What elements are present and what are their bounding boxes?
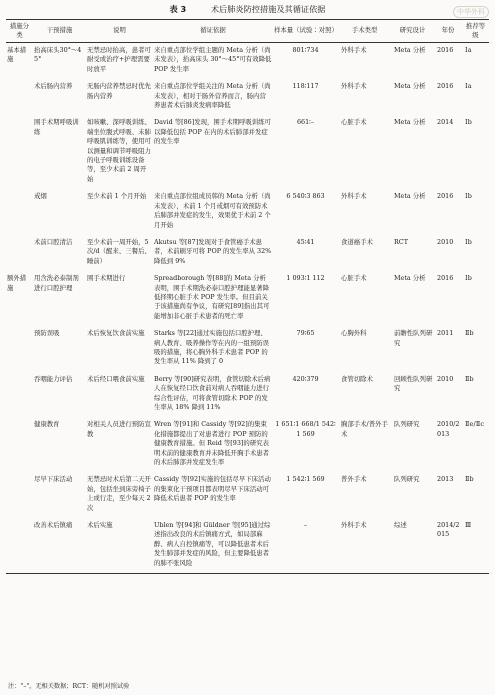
- cell-surgery: 外科手术: [341, 192, 367, 201]
- cell-evidence: Cassidy 等[92]实施的包括尽早下床活动的集束化干预项目都表明尽早下床活动可降低术后患者 POP 的发生率: [154, 475, 271, 503]
- table-row: [6, 115, 489, 189]
- cell-measure: 术前口腔清洁: [34, 237, 73, 246]
- cell-category: [6, 372, 33, 418]
- cell-evidence: Akutsu 等[87]发现对于食管癌手术患者，术前刷牙可将 POP 的发生率从 32% 降低到 9%: [154, 237, 272, 265]
- cell-year: 2016: [437, 46, 454, 54]
- cell-surgery: 普外手术: [341, 475, 367, 484]
- cell-description: 术后恢复饮食前实施: [87, 329, 145, 338]
- table-row: [6, 518, 489, 574]
- cell-design: 队列研究: [394, 475, 420, 484]
- cell-evidence: David 等[86]发现，围手术期呼吸训练可以降低包括 POP 在内的术后肺部并发症的发生率: [154, 118, 271, 146]
- cell-year: 2016: [437, 82, 454, 91]
- cell-year: 2011: [437, 329, 454, 338]
- cell-measure: 吞咽能力评估: [34, 374, 73, 383]
- cell-design: Meta 分析: [394, 82, 426, 91]
- cell-category: 基本措施: [7, 46, 27, 64]
- cell-evidence: 来自重点部位学组主题的 Meta 分析（尚未发表），抬高床头 30°～45°可有效降低 POP 发生率: [154, 46, 272, 73]
- cell-description: 无禁忌时抬高，患者可耐受或治疗+护理需要时放平: [87, 46, 151, 73]
- cell-sample: 420∶379: [292, 374, 319, 383]
- cell-grade: Ⅱb: [465, 329, 474, 338]
- table-row: [6, 472, 489, 518]
- cell-surgery: 食管切除术: [341, 374, 373, 383]
- cell-design: Meta 分析: [394, 274, 426, 283]
- table-number: 表 3: [169, 4, 187, 14]
- header-surgery: 手术类型: [351, 26, 378, 35]
- header-grade: 推荐等级: [465, 21, 486, 39]
- cell-year: 2016: [437, 192, 454, 201]
- cell-evidence: 来自重点部位组成员韩的 Meta 分析（尚未发表），术前 1 个月戒烟可有效预防术后肺部并发症的发生，效果优于术前 2 个月开始: [154, 192, 271, 229]
- cell-description: 术后经口喂食前实施: [87, 374, 145, 383]
- cell-design: Meta 分析: [394, 46, 426, 54]
- cell-description: 无肠内营养禁忌时优先肠内营养: [87, 82, 151, 100]
- cell-year: 2016: [437, 274, 454, 283]
- cell-evidence: Starks 等[22]通过实施包括口腔护理、病人教育、吸养操作等在内的一组预防误吸的措施，将心胸外科手术患者 POP 的发生率从 11% 降到了 0: [154, 329, 270, 366]
- cell-design: 前瞻性队列研究: [394, 329, 433, 347]
- cell-grade: Ⅰb: [465, 274, 473, 283]
- cell-evidence: Ublen 等[94]和 Güldner 等[95]通过综述指出改良的术后镇痛方式，如局部麻醉、病人自控镇痛等，可以降低患者术后发生肺部并发症的风险，但主要降低患者的肺不张风险: [154, 521, 271, 567]
- cell-sample: 1 093∶1 112: [286, 274, 325, 283]
- table-note: 注："–"，无相关数据；RCT：随机对照试验: [8, 683, 130, 690]
- cell-year: 2014/2015: [437, 521, 460, 539]
- cell-measure: 预防误吸: [34, 329, 60, 338]
- cell-sample: 118∶117: [292, 82, 319, 91]
- cell-measure: 改善术后镇痛: [34, 521, 73, 530]
- cell-design: Meta 分析: [394, 118, 426, 127]
- cell-category: [6, 189, 33, 235]
- table-row: [6, 326, 489, 372]
- measures-table: [6, 19, 489, 574]
- cell-evidence: Spreadborough 等[88]的 Meta 分析表明，围手术期洗必泰口腔护理能显著降低择期心脏手术 POP 发生率。但目前关于该措施尚有争议，有研究[89]指出其可能增加非心脏手术患者的死亡率: [154, 274, 270, 320]
- cell-category: [6, 326, 33, 372]
- cell-year: 2010/2013: [437, 420, 460, 438]
- cell-sample: –: [303, 521, 308, 530]
- cell-measure: 用含洗必泰制剂进行口腔护理: [34, 274, 79, 292]
- cell-category: [6, 235, 33, 271]
- cell-description: 至少术前一周开始，5 次/d（醒来、三餐后、睡前）: [87, 237, 151, 265]
- cell-measure: 尽早下床活动: [34, 475, 73, 484]
- cell-description: 围手术期进行: [87, 274, 126, 283]
- cell-design: 综述: [394, 521, 407, 530]
- cell-surgery: 食道癌手术: [341, 237, 373, 246]
- table-row: [6, 235, 489, 271]
- cell-measure: 围手术期呼吸训练: [34, 118, 79, 136]
- cell-sample: 45∶41: [296, 237, 315, 246]
- cell-grade: Ⅱb: [465, 475, 474, 484]
- cell-measure: 戒烟: [34, 192, 47, 201]
- cell-surgery: 外科手术: [341, 521, 367, 530]
- cell-grade: Ⅲ: [465, 521, 472, 530]
- table-title-text: 术后肺炎防控措施及其循证依据: [210, 4, 326, 14]
- cell-evidence: Berry 等[90]研究表明，食管切除术后病人在恢复经口饮食前对病人吞咽能力进行综合性评估，可将食管切除术 POP 的发生率从 18% 降到 11%: [154, 374, 271, 411]
- cell-category: 额外措施: [7, 274, 27, 292]
- cell-surgery: 心脏手术: [341, 274, 367, 283]
- cell-grade: Ⅱe/Ⅱc: [465, 420, 485, 429]
- cell-sample: 1 542∶1 569: [286, 475, 325, 484]
- table-row: [6, 79, 489, 115]
- table-row: [6, 43, 489, 80]
- cell-category: [6, 115, 33, 189]
- cell-category: [6, 518, 33, 574]
- cell-sample: 79∶65: [296, 329, 315, 338]
- header-measure: 干预措施: [46, 26, 73, 35]
- cell-surgery: 胸部手术/普外手术: [341, 420, 388, 438]
- cell-surgery: 心脏手术: [341, 118, 367, 127]
- cell-design: Meta 分析: [394, 192, 426, 201]
- cell-measure: 术后肠内营养: [34, 82, 73, 91]
- cell-year: 2010: [437, 237, 454, 246]
- cell-category: [6, 417, 33, 472]
- header-evidence: 循证依据: [200, 26, 226, 35]
- table-row: [6, 271, 489, 326]
- cell-surgery: 心胸外科: [341, 329, 367, 338]
- cell-grade: Ⅰb: [465, 237, 473, 246]
- table-row: [6, 417, 489, 472]
- header-category: 措施分类: [9, 21, 30, 39]
- cell-surgery: 外科手术: [341, 46, 367, 54]
- header-year: 年份: [441, 26, 455, 35]
- cell-sample: 6 540∶3 863: [286, 192, 325, 201]
- table-row: [6, 189, 489, 235]
- watermark-logo: 中华外科: [453, 6, 489, 18]
- cell-sample: 661∶–: [296, 118, 315, 127]
- cell-category: [6, 79, 33, 115]
- cell-description: 对相关人员进行预防宣教: [87, 420, 151, 438]
- cell-design: 队列研究: [394, 420, 420, 429]
- cell-evidence: Wren 等[91]和 Cassidy 等[92]的集束化措施都提出了对患者进行 POP 预防的健康教育措施。但 Reid 等[93]的研究表明术前的健康教育并未降低开胸手术患者的术后肺部并发症发生率: [154, 420, 270, 467]
- cell-description: 至少术前 1 个月开始: [87, 192, 147, 201]
- cell-sample: 1 651∶1 668/1 542∶1 569: [275, 420, 336, 438]
- cell-year: 2013: [437, 475, 454, 484]
- cell-year: 2014: [437, 118, 454, 127]
- table-header-row: [6, 20, 489, 43]
- cell-evidence: 来自重点部位学组关注的 Meta 分析（尚未发表），相对于肠外营养而言，肠内营养患者术后肺炎发病率降低: [154, 82, 271, 110]
- cell-measure: 健康教育: [34, 420, 60, 429]
- cell-design: 回顾性队列研究: [394, 374, 433, 393]
- cell-grade: Ⅰa: [465, 46, 472, 54]
- header-design: 研究设计: [399, 26, 426, 35]
- cell-design: RCT: [394, 237, 408, 246]
- cell-grade: Ⅱb: [465, 374, 474, 383]
- cell-description: 如咳嗽、深呼吸训练、端坐位腹式呼吸、未肺呼吸肌训练等，使用可以测量和调节呼吸阻力的电子呼吸训练设备等，至少术前 2 周开始: [87, 118, 151, 183]
- cell-category: [6, 472, 33, 518]
- cell-description: 无禁忌时术后第二天开始，包括坐到床旁椅子上或行走，至少每天 2 次: [87, 475, 151, 512]
- cell-sample: 801∶734: [292, 46, 319, 54]
- cell-measure: 抬高床头30°～45°: [34, 46, 82, 64]
- header-description: 说明: [113, 26, 126, 35]
- table-title: [0, 4, 495, 15]
- header-sample: 样本量（试验∶对照）: [274, 26, 338, 35]
- cell-surgery: 外科手术: [341, 82, 367, 91]
- table-row: [6, 372, 489, 418]
- cell-grade: Ⅰb: [465, 118, 473, 127]
- cell-description: 术后实施: [87, 521, 113, 530]
- cell-grade: Ⅰa: [465, 82, 472, 91]
- cell-year: 2010: [437, 374, 454, 383]
- cell-grade: Ⅰb: [465, 192, 473, 201]
